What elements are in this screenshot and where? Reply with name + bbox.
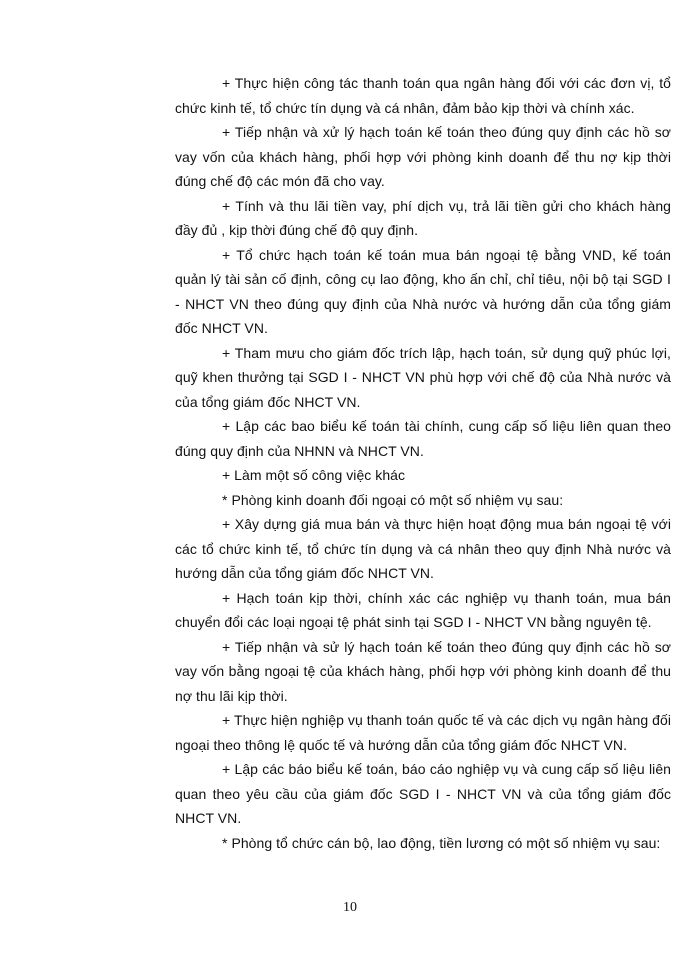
paragraph-interest-fees: + Tính và thu lãi tiền vay, phí dịch vụ, trả lãi tiền gửi cho khách hàng đầy đủ , kịp thời đúng chế độ quy định. — [175, 197, 671, 238]
paragraph-welfare-fund: + Tham mưu cho giám đốc trích lập, hạch toán, sử dụng quỹ phúc lợi, quỹ khen thưởng tại SGD I - NHCT VN phù hợp với chế độ của Nhà nước và của tổng giám đốc NHCT VN. — [175, 344, 671, 410]
paragraph-forex-transactions: + Hạch toán kịp thời, chính xác các nghiệp vụ thanh toán, mua bán chuyển đổi các loại ngoại tệ phát sinh tại SGD I - NHCT VN bằng nguyên tệ. — [175, 589, 671, 630]
paragraph-forex-pricing: + Xây dựng giá mua bán và thực hiện hoạt động mua bán ngoại tệ với các tổ chức kinh tế, tổ chức tín dụng và cá nhân theo quy định Nhà nước và hướng dẫn của tổng giám đốc NHCT VN. — [175, 516, 671, 581]
paragraph-forex-accounting: + Tổ chức hạch toán kế toán mua bán ngoại tệ bằng VND, kế toán quản lý tài sản cố định, công cụ lao động, kho ấn chỉ, chỉ tiêu, nội bộ tại SGD I - NHCT VN theo đúng quy định của Nhà nước và hướng dẫn của tổng giám đốc NHCT VN. — [175, 246, 671, 336]
paragraph-forex-reports: + Lập các báo biểu kế toán, báo cáo nghiệp vụ và cung cấp số liệu liên quan theo yêu cầu của giám đốc SGD I - NHCT VN và của tổng giám đốc NHCT VN. — [175, 761, 671, 826]
paragraph-other-tasks: + Làm một số công việc khác — [222, 467, 406, 483]
paragraph-loan-records: + Tiếp nhận và xử lý hạch toán kế toán theo đúng quy định các hồ sơ vay vốn của khách hàng, phối hợp với phòng kinh doanh để thu nợ kịp thời đúng chế độ các món đã cho vay. — [175, 124, 671, 189]
section-heading-personnel: * Phòng tổ chức cán bộ, lao động, tiền lương có một số nhiệm vụ sau: — [222, 834, 661, 851]
paragraph-international-payment: + Thực hiện nghiệp vụ thanh toán quốc tế và các dịch vụ ngân hàng đối ngoại theo thông lệ quốc tế và hướng dẫn của tổng giám đốc NHCT VN. — [175, 712, 671, 753]
paragraph-payment-services: + Thực hiện công tác thanh toán qua ngân hàng đối với các đơn vị, tổ chức kinh tế, tổ chức tín dụng và cá nhân, đảm bảo kịp thời và chính xác. — [175, 75, 671, 116]
page-number: 10 — [343, 900, 357, 915]
section-heading-foreign-business: * Phòng kinh doanh đối ngoại có một số nhiệm vụ sau: — [222, 491, 564, 508]
paragraph-financial-reports: + Lập các bao biểu kế toán tài chính, cung cấp số liệu liên quan theo đúng quy định của NHNN và NHCT VN. — [175, 418, 671, 459]
body-text — [175, 71, 671, 855]
paragraph-forex-loans: + Tiếp nhận và sử lý hạch toán kế toán theo đúng quy định các hồ sơ vay vốn bằng ngoại tệ của khách hàng, phối hợp với phòng kinh doanh để thu nợ thu lãi kịp thời. — [175, 638, 671, 704]
